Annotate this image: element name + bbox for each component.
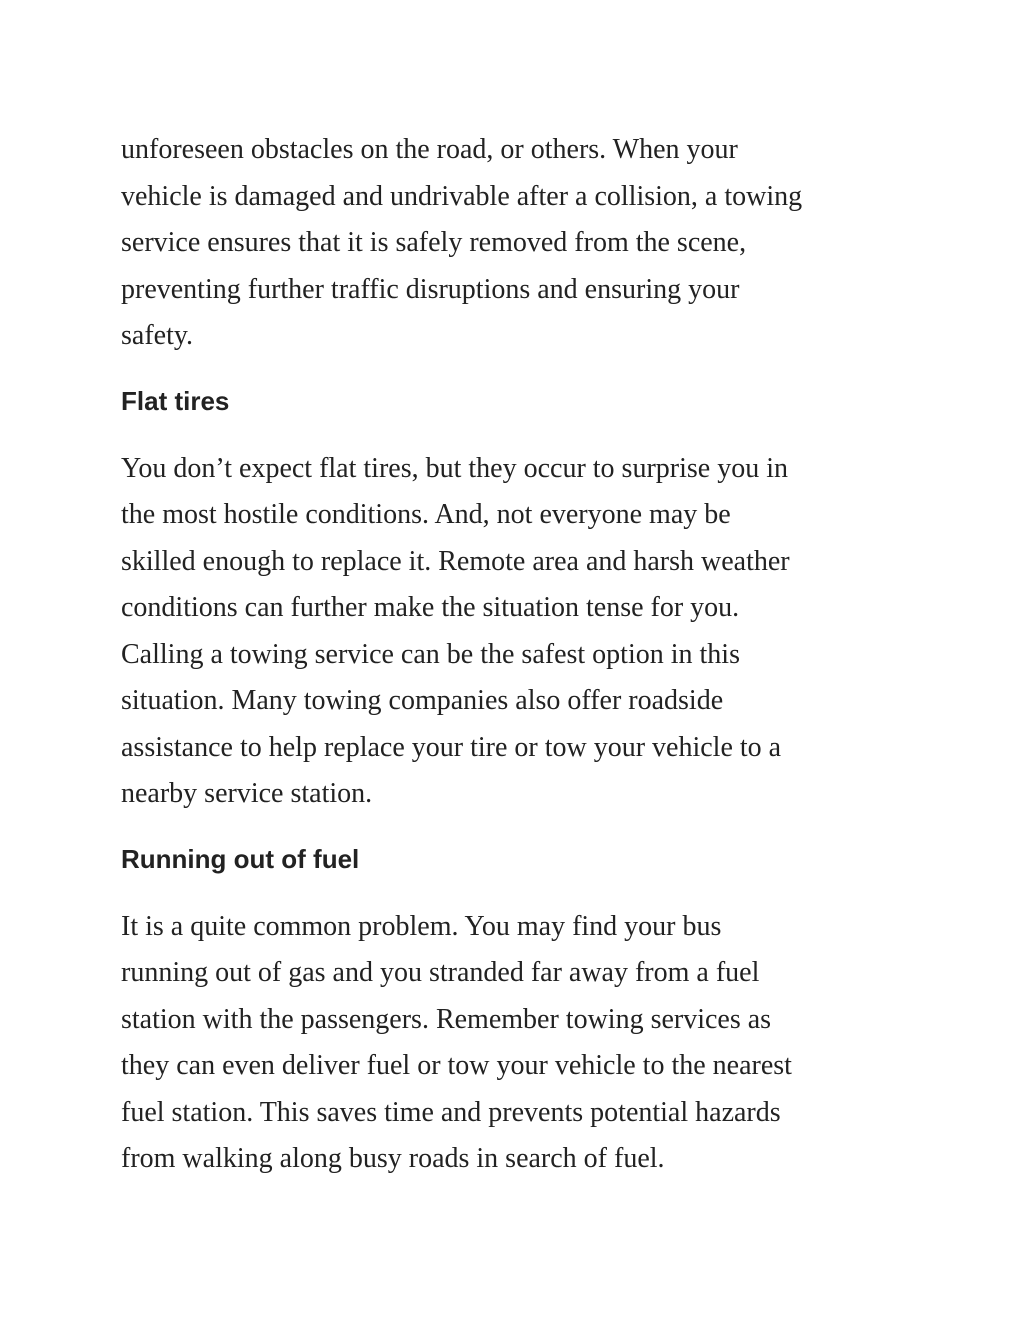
paragraph-line: skilled enough to replace it. Remote area and harsh weather (121, 545, 790, 577)
running-out-of-fuel-paragraph (121, 904, 911, 1183)
section-heading-flat-tires: Flat tires (121, 385, 230, 416)
section-heading-running-out-of-fuel: Running out of fuel (121, 843, 360, 874)
paragraph-line: You don’t expect flat tires, but they occur to surprise you in (121, 452, 788, 484)
paragraph-line: they can even deliver fuel or tow your vehicle to the nearest (121, 1050, 792, 1081)
paragraph-line: running out of gas and you stranded far away from a fuel (121, 957, 760, 988)
paragraph-line: conditions can further make the situation tense for you. (121, 592, 740, 623)
paragraph-line: from walking along busy roads in search of fuel. (121, 1143, 665, 1174)
paragraph-line: the most hostile conditions. And, not everyone may be (121, 499, 731, 530)
paragraph-line: It is a quite common problem. You may find your bus (121, 910, 722, 942)
paragraph-line: unforeseen obstacles on the road, or others. When your (121, 134, 738, 165)
paragraph-line: station with the passengers. Remember towing services as (121, 1003, 772, 1035)
paragraph-line: assistance to help replace your tire or tow your vehicle to a (121, 731, 782, 763)
paragraph-line: nearby service station. (121, 778, 373, 809)
paragraph-line: preventing further traffic disruptions and ensuring your (121, 273, 740, 305)
paragraph-line: safety. (121, 320, 194, 351)
paragraph-line: vehicle is damaged and undrivable after a collision, a towing (121, 180, 803, 212)
paragraph-line: service ensures that it is safely removed from the scene, (121, 227, 747, 258)
paragraph-line: situation. Many towing companies also offer roadside (121, 685, 724, 716)
flat-tires-paragraph (121, 446, 911, 818)
intro-paragraph (121, 127, 911, 360)
article-body (121, 127, 911, 1183)
paragraph-line: Calling a towing service can be the safest option in this (121, 638, 740, 670)
paragraph-line: fuel station. This saves time and prevents potential hazards (121, 1096, 781, 1128)
